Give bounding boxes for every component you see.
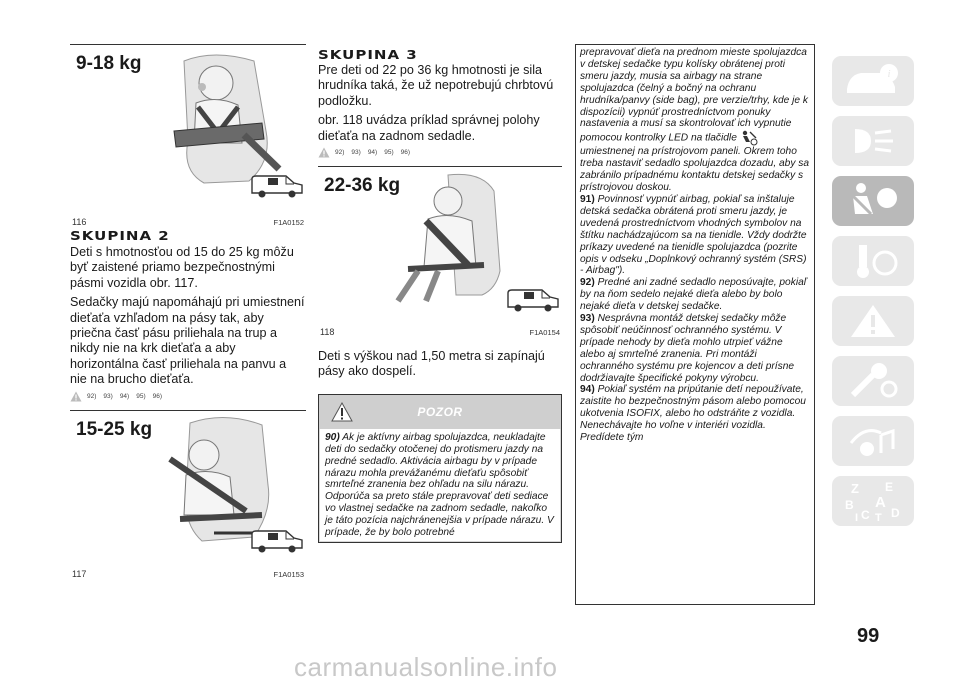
- note-body: umiestnenej na prístrojovom paneli. Okrem toho treba nastaviť sedadlo spolujazdca dozadu, aby sa zabránilo prípadnému kontaktu detskej sedačky s prístrojovou doskou.: [580, 146, 810, 194]
- child-seat-illustration: [154, 51, 304, 191]
- index-letter: C: [861, 508, 870, 522]
- section-heading-skupina-3: SKUPINA 3: [318, 48, 418, 63]
- warning-references: [318, 147, 562, 158]
- ref: 93): [103, 392, 113, 400]
- airbag-off-icon: [740, 130, 758, 146]
- ref: 92): [87, 392, 97, 400]
- warning-triangle-icon: [70, 391, 82, 402]
- wrench-icon: [841, 361, 905, 401]
- note-body: prepravovať dieťa na prednom mieste spolujazdca v detskej sedačke typu kolísky obrátenej proti smeru jazdy, musia sa airbagy na strane spolujazdca (čelný a bočný na ochranu hrudníka/panvy (side bag), pre verzie/trhy, kde je k dispozícii) vypnúť prostredníctvom ponuky nastavenia a musí sa skontrolovať ich vypnutie pomocou kontrolky LED na tlačidle: [580, 47, 809, 145]
- index-letter: D: [891, 506, 900, 520]
- figure-number: 116: [72, 217, 87, 227]
- page-number: 99: [857, 625, 880, 647]
- key-icon: [841, 241, 905, 281]
- paragraph: Deti s výškou nad 1,50 metra si zapínajú pásy ako dospelí.: [318, 349, 545, 379]
- figure-118: [318, 166, 562, 338]
- ref: 94): [119, 392, 130, 400]
- ref: 96): [400, 149, 411, 157]
- column-1: [70, 44, 306, 579]
- column-2: [318, 48, 562, 543]
- tab-index[interactable]: [832, 476, 914, 526]
- warning-continuation: [575, 44, 815, 605]
- note-number: 94): [580, 384, 595, 396]
- index-letter: E: [885, 480, 894, 494]
- section-heading-skupina-2: SKUPINA 2: [70, 229, 170, 244]
- tab-maintenance[interactable]: [832, 356, 914, 406]
- ref: 96): [152, 392, 163, 400]
- warning-header: [319, 395, 561, 429]
- lights-icon: [841, 121, 905, 161]
- index-letter: I: [855, 512, 859, 523]
- index-letter: Z: [851, 481, 859, 496]
- alphabet-index-icon: [841, 479, 905, 523]
- warning-box: [318, 394, 562, 543]
- warning-triangle-icon: [318, 147, 330, 158]
- index-letter: A: [875, 494, 886, 511]
- ref: 94): [367, 149, 378, 157]
- figure-code: F1A0153: [273, 569, 304, 579]
- van-icon: [506, 287, 560, 313]
- tab-safety[interactable]: [832, 176, 914, 226]
- note-body: Predné ani zadné sedadlo neposúvajte, pokiaľ by na ňom sedelo nejaké dieťa alebo by bolo nejaké dieťa v detskej sedačke.: [580, 277, 807, 313]
- figure-title: 22-36 kg: [324, 175, 401, 197]
- note-body: Pokiaľ systém na pripútanie detí nepoužívate, zaistite ho bezpečnostným pásom alebo pomocou ukotvenia ISOFIX, alebo ho odstráňte z vozidla. Nenechávajte ho voľne v interiéri vozidla. Predídete tým: [580, 384, 806, 444]
- tab-lights[interactable]: [832, 116, 914, 166]
- warning-label: POZOR: [417, 404, 463, 419]
- note-number: 92): [580, 277, 595, 289]
- paragraph: Pre deti od 22 po 36 kg hmotnosti je sila hrudníka taká, že už nepotrebujú chrbtovú podložku.: [318, 63, 554, 108]
- info-glyph: i: [887, 68, 891, 80]
- note-body: Nesprávna montáž detskej sedačky môže spôsobiť neúčinnosť ochranného systému. V prípade nehody by dieťa mohlo utrpieť vážne alebo aj smrteľné zranenia. Pri montáži ochranného systému pre kojencov a deti prísne dodržiavajte špecifické pokyny výrobcu.: [580, 313, 795, 384]
- paragraph: obr. 118 uvádza príklad správnej polohy dieťaťa na zadnom sedadle.: [318, 113, 540, 143]
- ref: 92): [335, 149, 345, 157]
- figure-116: [70, 44, 306, 227]
- figure-title: 15-25 kg: [76, 418, 153, 440]
- column-3: [575, 44, 815, 605]
- note-number: 90): [325, 431, 340, 443]
- figure-code: F1A0152: [273, 218, 304, 227]
- note-number: 93): [580, 313, 595, 325]
- tab-starting[interactable]: [832, 236, 914, 286]
- seatbelt-airbag-icon: [841, 180, 905, 222]
- tab-dashboard[interactable]: [832, 56, 914, 106]
- figure-number: 118: [320, 327, 335, 338]
- index-letter: T: [875, 512, 882, 523]
- car-info-icon: [841, 61, 905, 101]
- media-icon: [841, 421, 905, 461]
- van-icon: [250, 173, 304, 199]
- ref: 95): [384, 149, 394, 157]
- note-body: Ak je aktívny airbag spolujazdca, neukladajte deti do sedačky otočenej do protismeru jazdy na predné sedadlo. Aktivácia airbagu by v prípade nárazu mohla prevážanému dieťaťu spôsobiť smrteľné zranenia bez ohľadu na silu nárazu. Odporúča sa preto stále prepravovať deti sediace vo vlastnej sedačke na zadnom sedadle, nakoľko je táto pozícia najchránenejšia v prípade nárazu. V prípade, že by bolo potrebné: [325, 431, 554, 539]
- note-number: 91): [580, 193, 595, 205]
- tab-multimedia[interactable]: [832, 416, 914, 466]
- index-letter: B: [845, 498, 854, 512]
- ref: 95): [136, 392, 146, 400]
- warning-references: [70, 391, 306, 402]
- figure-number: 117: [72, 568, 87, 579]
- figure-title: 9-18 kg: [76, 53, 142, 74]
- figure-code: F1A0154: [529, 328, 560, 338]
- paragraph: Deti s hmotnosťou od 15 do 25 kg môžu byť zaistené priamo bezpečnostnými pásmi vozidla obr. 117.: [70, 245, 294, 290]
- figure-117: [70, 410, 306, 579]
- chapter-tabs: [832, 56, 914, 536]
- warning-icon: [841, 301, 905, 341]
- warning-text: [320, 429, 560, 541]
- ref: 93): [351, 149, 361, 157]
- tab-warning-lights[interactable]: [832, 296, 914, 346]
- van-icon: [250, 528, 304, 554]
- note-body: Povinnosť vypnúť airbag, pokiaľ sa inštaluje detská sedačka obrátená proti smeru jazdy, je uvedená prostredníctvom vhodných symbolov na štítku nachádzajúcom sa na tienidle. Vždy dodržte príkazy uvedené na tienidle spolujazdca (pozrite opis v odseku „Doplnkový ochranný systém (SRS) - Airbag").: [580, 193, 807, 277]
- watermark: carmanualsonline.info: [294, 652, 558, 682]
- paragraph: Sedačky majú napomáhajú pri umiestnení dieťaťa vzhľadom na pásy tak, aby priečna časť pásu priliehala na trup a nikdy nie na krk dieťaťa a aby horizontálna časť priliehala na panvu a nie na brucho dieťaťa.: [70, 295, 305, 387]
